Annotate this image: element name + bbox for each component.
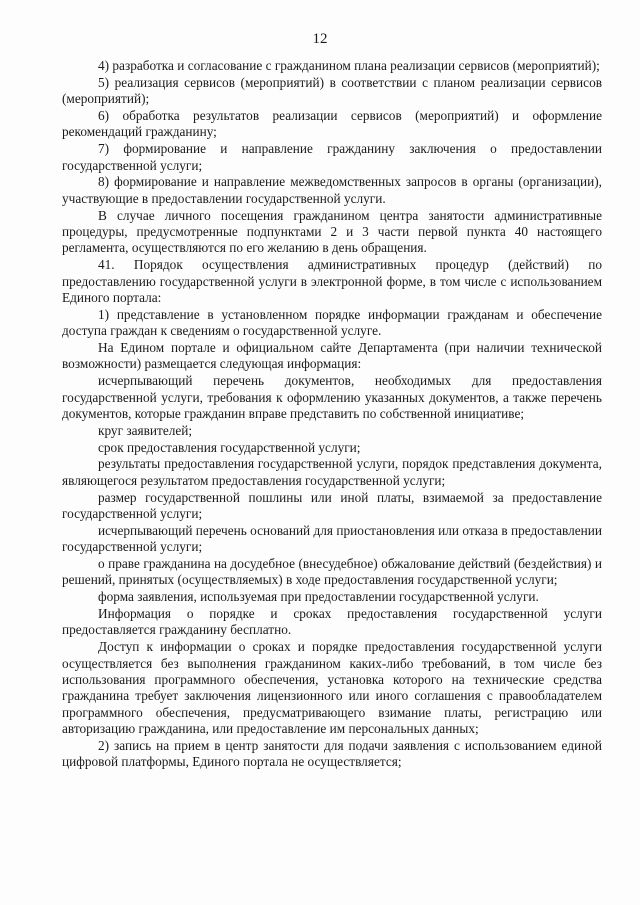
document-body [62,58,602,771]
paragraph-item-7: 7) формирование и направление гражданину заключения о предоставлении государственной услуги; [62,141,602,173]
paragraph-clause-41: 41. Порядок осуществления административных процедур (действий) по предоставлению государственной услуги в электронной форме, в том числе с использованием Единого портала: [62,257,602,306]
paragraph-portal-info: На Едином портале и официальном сайте Департамента (при наличии технической возможности) размещается следующая информация: [62,340,602,372]
paragraph-item-6: 6) обработка результатов реализации сервисов (мероприятий) и оформление рекомендаций гражданину; [62,108,602,140]
paragraph-fee: размер государственной пошлины или иной платы, взимаемой за предоставление государственной услуги; [62,489,602,522]
paragraph-appeal-right: о праве гражданина на досудебное (внесудебное) обжалование действий (бездействия) и решений, принятых (осуществляемых) в ходе предоставления государственной услуги; [62,556,602,588]
paragraph-term: срок предоставления государственной услуги; [98,439,361,455]
paragraph-item-4: 4) разработка и согласование с гражданином плана реализации сервисов (мероприятий); [98,58,600,73]
paragraph-free-info: Информация о порядке и сроках предоставления государственной услуги предоставляется гражданину бесплатно. [62,606,602,638]
paragraph-application-form: форма заявления, используемая при предоставлении государственной услуги. [98,589,539,605]
paragraph-personal-visit: В случае личного посещения гражданином центра занятости административные процедуры, предусмотренные подпунктами 2 и 3 части первой пункта 40 настоящего регламента, осуществляются по его желанию в день обращения. [62,207,602,256]
paragraph-access: Доступ к информации о сроках и порядке предоставления государственной услуги осуществляется без выполнения гражданином каких-либо требований, в том числе без использования программного обеспечения, установка которого на технические средства гражданина требует заключения лицензионного или иного соглашения с правообладателем программного обеспечения, предусматривающего взимание платы, регистрацию или авторизацию гражданина, или предоставление им персональных данных; [62,639,602,737]
paragraph-results: результаты предоставления государственной услуги, порядок представления документа, являющегося результатом предоставления государственной услуги; [62,456,602,488]
paragraph-item-8: 8) формирование и направление межведомственных запросов в органы (организации), участвующие в предоставлении государственной услуги. [62,174,602,206]
paragraph-subitem-2: 2) запись на прием в центр занятости для подачи заявления с использованием единой цифровой платформы, Единого портала не осуществляется; [62,738,602,770]
paragraph-item-5: 5) реализация сервисов (мероприятий) в соответствии с планом реализации сервисов (мероприятий); [62,74,602,107]
paragraph-subitem-1: 1) представление в установленном порядке информации гражданам и обеспечение доступа граждан к сведениям о государственной услуге. [62,306,602,339]
paragraph-documents-list: исчерпывающий перечень документов, необходимых для предоставления государственной услуги, требования к оформлению указанных документов, а также перечень документов, которые гражданин вправе представить по собственной инициативе; [62,373,602,422]
page-number: 12 [312,31,328,47]
paragraph-applicants: круг заявителей; [98,422,193,438]
paragraph-grounds: исчерпывающий перечень оснований для приостановления или отказа в предоставлении государственной услуги; [62,522,602,555]
